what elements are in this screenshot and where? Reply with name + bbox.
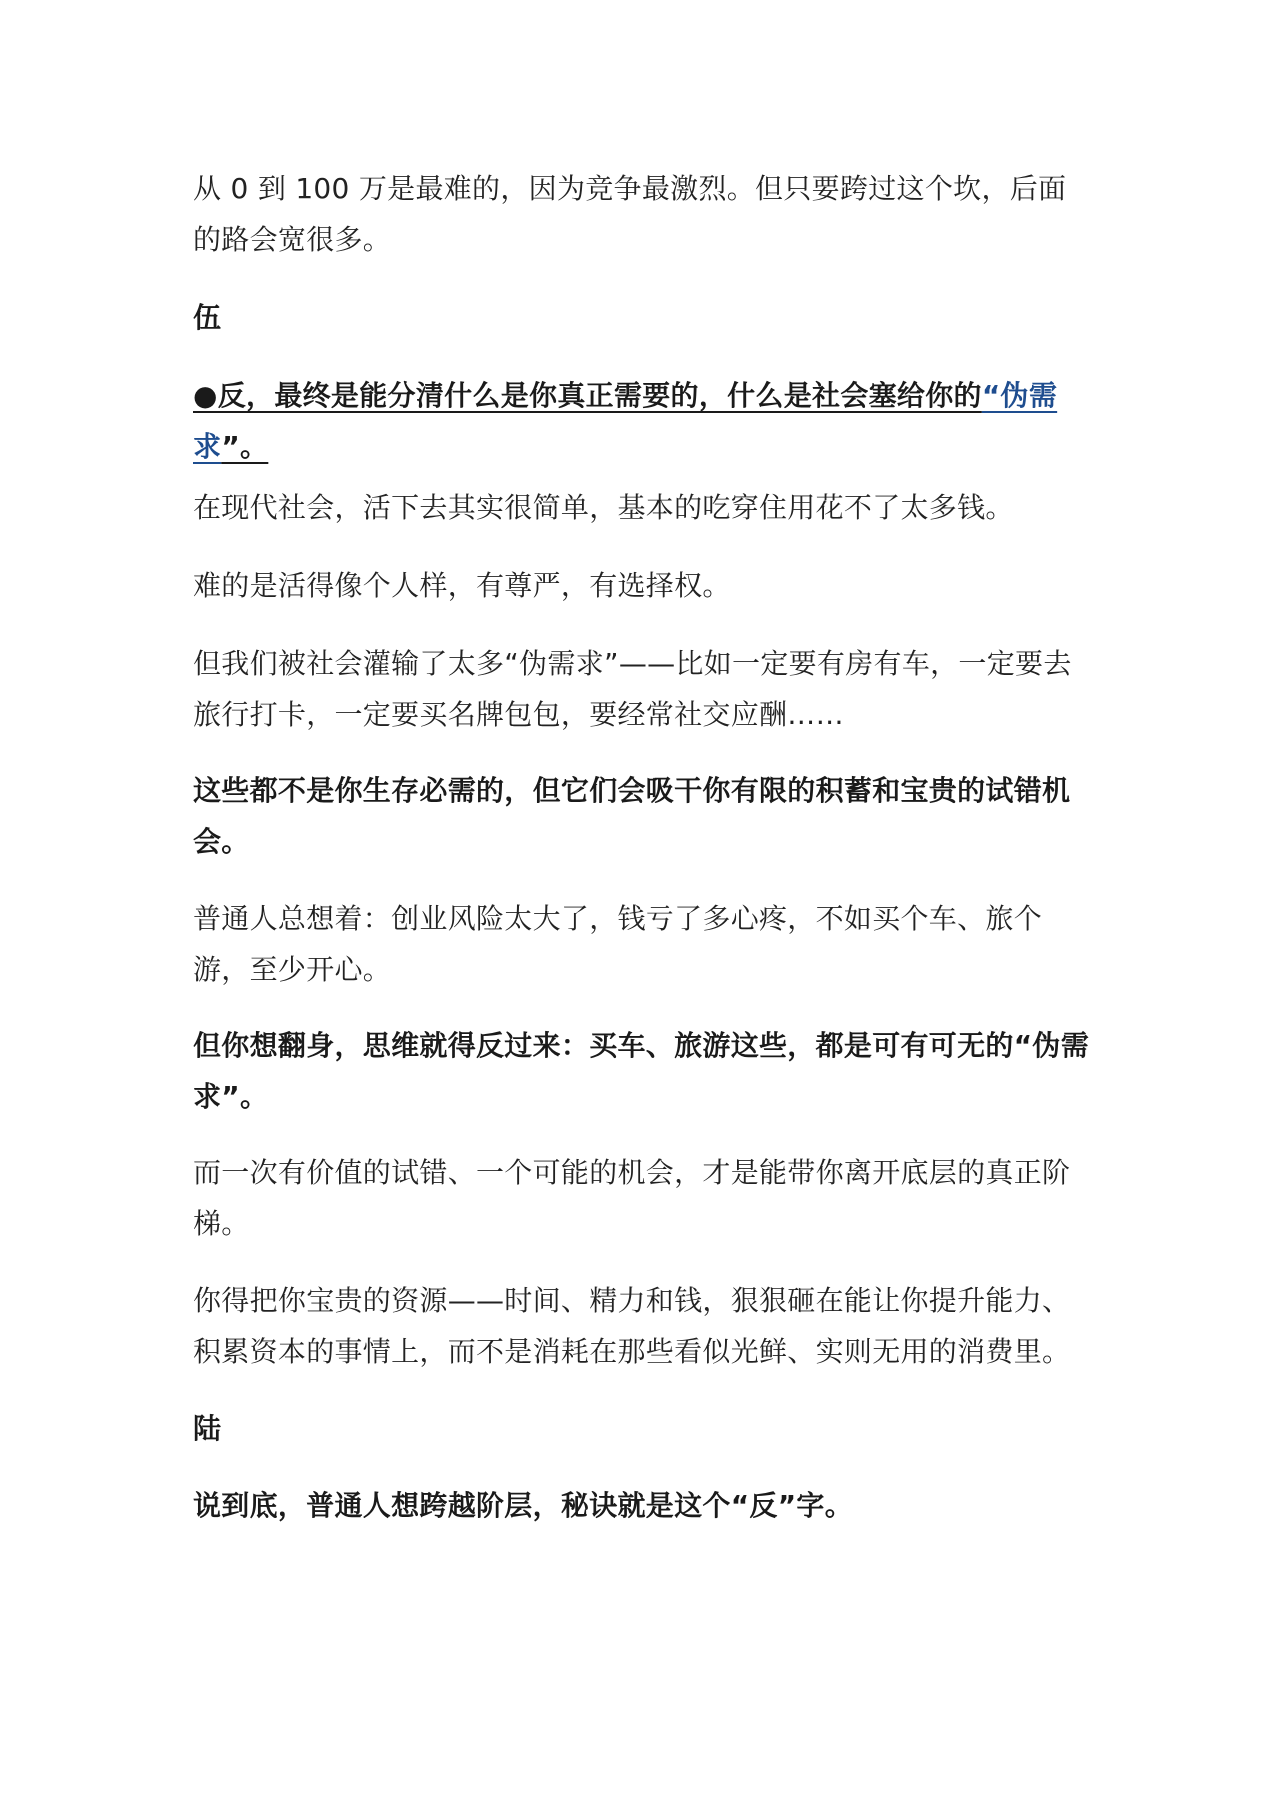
section-heading-five: 伍	[193, 301, 222, 334]
paragraph-not-necessities: 这些都不是你生存必需的，但它们会吸干你有限的积蓄和宝贵的试错机会。	[193, 774, 1071, 858]
paragraph-real-ladder: 而一次有价值的试错、一个可能的机会，才是能带你离开底层的真正阶梯。	[193, 1156, 1071, 1240]
paragraph-conclusion: 说到底，普通人想跨越阶层，秘诀就是这个“反”字。	[193, 1489, 854, 1522]
section-heading-six: 陆	[193, 1412, 222, 1445]
key-point-text: ●反，最终是能分清什么是你真正需要的，什么是社会塞给你的	[193, 379, 982, 412]
paragraph-reverse-thinking: 但你想翻身，思维就得反过来：买车、旅游这些，都是可有可无的“伪需求”。	[193, 1029, 1090, 1113]
paragraph-ordinary-thinking: 普通人总想着：创业风险太大了，钱亏了多心疼，不如买个车、旅个游，至少开心。	[193, 902, 1043, 986]
paragraph-zero-to-million: 从 0 到 100 万是最难的，因为竞争最激烈。但只要跨过这个坎，后面的路会宽很多。	[193, 172, 1067, 256]
paragraph-invest-resources: 你得把你宝贵的资源——时间、精力和钱，狠狠砸在能让你提升能力、积累资本的事情上，而不是消耗在那些看似光鲜、实则无用的消费里。	[193, 1284, 1071, 1368]
paragraph-modern-society: 在现代社会，活下去其实很简单，基本的吃穿住用花不了太多钱。	[193, 491, 1014, 524]
paragraph-pseudo-demands: 但我们被社会灌输了太多“伪需求”——比如一定要有房有车，一定要去旅行打卡，一定要买名牌包包，要经常社交应酬……	[193, 647, 1072, 731]
pseudo-demand-link[interactable]: “伪需求	[193, 379, 1058, 463]
section-five-key-point	[193, 370, 1093, 472]
paragraph-dignity: 难的是活得像个人样，有尊严，有选择权。	[193, 569, 731, 602]
key-point-tail: ”。	[221, 430, 269, 463]
